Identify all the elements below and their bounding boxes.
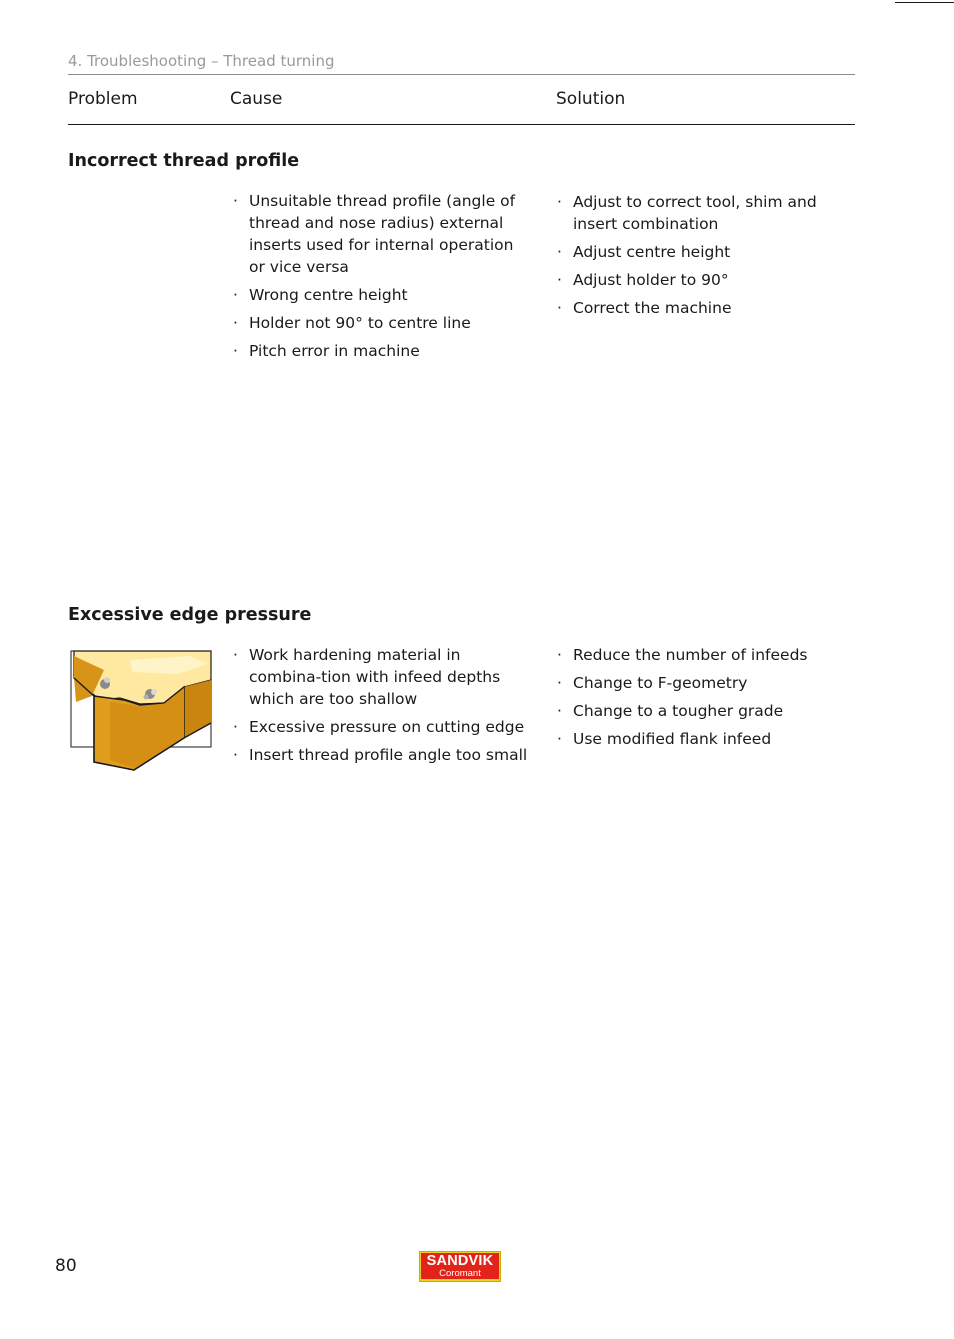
sandvik-logo	[419, 1251, 501, 1282]
logo-brand: SANDVIK	[421, 1253, 499, 1270]
list-item: · Pitch error in machine	[233, 340, 523, 362]
corner-rule	[895, 2, 954, 3]
column-header-solution: Solution	[556, 89, 626, 109]
list-item: · Correct the machine	[557, 297, 847, 319]
list-item: · Change to a tougher grade	[557, 700, 847, 722]
list-item: · Insert thread profile angle too small	[233, 744, 533, 766]
logo-sub: Coromant	[421, 1269, 499, 1279]
worn-insert-icon	[70, 650, 212, 772]
list-item: · Adjust centre height	[557, 241, 847, 263]
list-item: · Adjust to correct tool, shim and insert combination	[557, 191, 847, 235]
list-item: · Change to F-geometry	[557, 672, 847, 694]
list-item: · Adjust holder to 90°	[557, 269, 847, 291]
list-item: · Work hardening material in combina-tion with infeed depths which are too shallow	[233, 644, 533, 710]
section-title-incorrect-thread-profile: Incorrect thread profile	[68, 151, 300, 171]
page-number: 80	[55, 1256, 77, 1276]
breadcrumb: 4. Troubleshooting – Thread turning	[68, 52, 335, 70]
header-top-rule	[68, 74, 855, 75]
solution-list	[557, 191, 847, 325]
column-header-cause: Cause	[230, 89, 283, 109]
list-item: · Holder not 90° to centre line	[233, 312, 523, 334]
list-item: · Unsuitable thread profile (angle of thread and nose radius) external inserts used for internal operation or vice versa	[233, 190, 523, 278]
list-item: · Excessive pressure on cutting edge	[233, 716, 533, 738]
solution-list	[557, 644, 847, 756]
list-item: · Wrong centre height	[233, 284, 523, 306]
section-title-excessive-edge-pressure: Excessive edge pressure	[68, 605, 312, 625]
list-item: · Reduce the number of infeeds	[557, 644, 847, 666]
cause-list	[233, 190, 523, 368]
column-header-problem: Problem	[68, 89, 138, 109]
cause-list	[233, 644, 533, 772]
header-bottom-rule	[68, 124, 855, 125]
list-item: · Use modified flank infeed	[557, 728, 847, 750]
